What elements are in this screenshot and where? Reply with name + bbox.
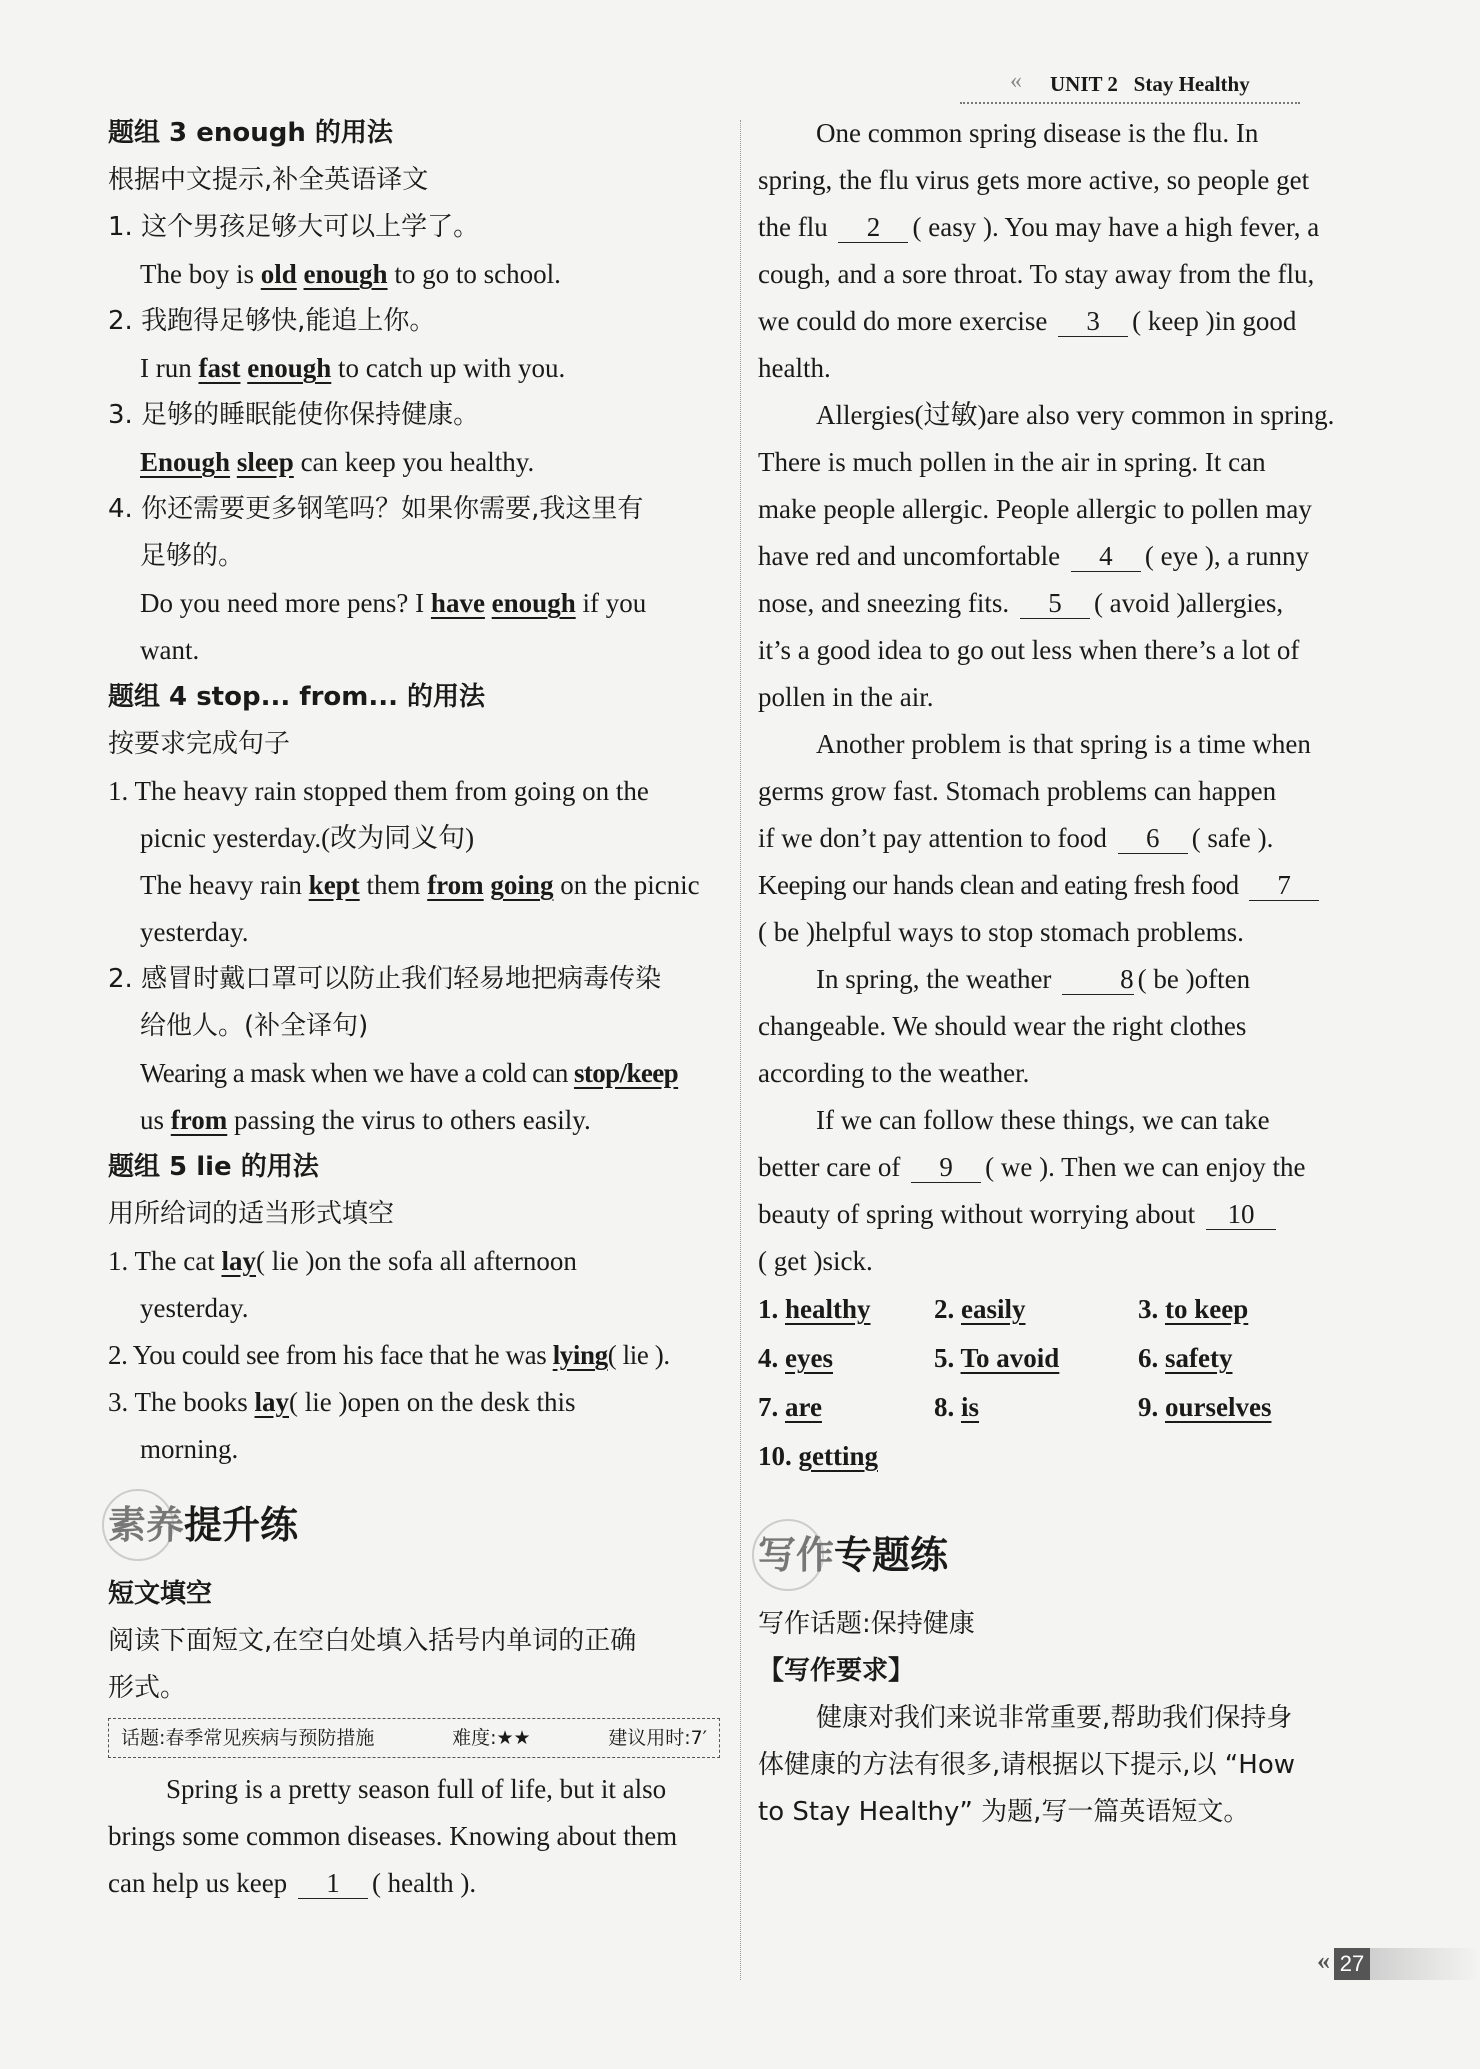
g5-q1: 1. The cat lay( lie )on the sofa all afternoon	[108, 1246, 577, 1276]
passage-line: pollen in the air.	[758, 682, 934, 712]
passage-line: One common spring disease is the flu. In	[816, 118, 1259, 148]
q3-english: Enough sleep can keep you healthy.	[140, 447, 535, 477]
right-column	[758, 110, 1370, 1836]
g4-q2-answer-cont: us from passing the virus to others easily.	[140, 1105, 591, 1135]
cloze-instruction: 阅读下面短文,在空白处填入括号内单词的正确	[108, 1626, 637, 1656]
blank-4: 4	[1071, 541, 1141, 572]
passage-line: There is much pollen in the air in spring. It can	[758, 447, 1266, 477]
group5-instruction: 用所给词的适当形式填空	[108, 1199, 395, 1229]
passage-line: changeable. We should wear the right clothes	[758, 1011, 1247, 1041]
writing-topic: 写作话题:保持健康	[758, 1609, 975, 1639]
passage-line: according to the weather.	[758, 1058, 1030, 1088]
answer-item: 3. to keep	[1138, 1294, 1249, 1324]
q4-english-cont: want.	[140, 635, 200, 665]
passage-line: it’s a good idea to go out less when there’s a lot of	[758, 635, 1300, 665]
passage-line: ( get )sick.	[758, 1246, 873, 1276]
q2-english: I run fast enough to catch up with you.	[140, 353, 566, 383]
g4-q1-line2: picnic yesterday.(改为同义句)	[140, 823, 475, 853]
answer-item: 1. healthy	[758, 1294, 871, 1324]
g5-q1-cont: yesterday.	[140, 1293, 249, 1323]
double-chevron-left-icon: «	[1317, 1946, 1330, 1975]
blank-10: 10	[1206, 1199, 1276, 1230]
g5-q3: 3. The books lay( lie )open on the desk this	[108, 1387, 576, 1417]
left-column	[108, 110, 720, 1907]
passage-line: have red and uncomfortable 4 ( eye ), a runny	[758, 541, 1310, 571]
group4-instruction: 按要求完成句子	[108, 729, 291, 759]
passage-line: Allergies(过敏)are also very common in spring.	[816, 400, 1335, 430]
passage-line: if we don’t pay attention to food 6 ( safe ).	[758, 823, 1274, 853]
g4-q2-answer: Wearing a mask when we have a cold can stop/keep	[140, 1058, 679, 1088]
column-divider	[740, 120, 741, 1980]
difficulty-label: 难度:★★	[452, 1727, 531, 1749]
g4-q1-answer: The heavy rain kept them from going on the picnic	[140, 870, 700, 900]
blank-8: 8	[1062, 964, 1134, 995]
page-number: 27	[1334, 1948, 1370, 1980]
blank-5: 5	[1020, 588, 1090, 619]
g4-q1-answer-cont: yesterday.	[140, 917, 249, 947]
passage-line: beauty of spring without worrying about 10	[758, 1191, 1370, 1238]
group4-title: 题组 4 stop... from... 的用法	[108, 682, 486, 712]
q2-chinese: 2. 我跑得足够快,能追上你。	[108, 306, 436, 336]
q1-english: The boy is old enough to go to school.	[140, 259, 561, 289]
page-number-bar	[1370, 1948, 1480, 1980]
g5-q3-cont: morning.	[140, 1434, 239, 1464]
answer-item: 7. are	[758, 1392, 822, 1422]
blank-9: 9	[911, 1152, 981, 1183]
writing-requirement: to Stay Healthy” 为题,写一篇英语短文。	[758, 1797, 1250, 1827]
answer-item: 6. safety	[1138, 1343, 1233, 1373]
answer-item: 9. ourselves	[1138, 1392, 1272, 1422]
g4-q1-line1: 1. The heavy rain stopped them from going on the	[108, 776, 649, 806]
passage-line: the flu 2 ( easy ). You may have a high fever, a	[758, 212, 1320, 242]
blank-6: 6	[1118, 823, 1188, 854]
group3-instruction: 根据中文提示,补全英语译文	[108, 165, 429, 195]
answer-item: 8. is	[934, 1392, 980, 1422]
q1-chinese: 1. 这个男孩足够大可以上学了。	[108, 212, 480, 242]
q4-chinese: 4. 你还需要更多钢笔吗？如果你需要,我这里有	[108, 494, 644, 524]
chevron-left-icon: «	[1010, 68, 1022, 94]
group3-title: 题组 3 enough 的用法	[108, 118, 393, 148]
passage-line: germs grow fast. Stomach problems can happen	[758, 776, 1277, 806]
passage-line: spring, the flu virus gets more active, so people get	[758, 165, 1310, 195]
time-label: 建议用时:7′	[608, 1727, 707, 1749]
header-dotted-rule	[960, 102, 1300, 104]
group5-title: 题组 5 lie 的用法	[108, 1152, 319, 1182]
topic-box	[108, 1718, 720, 1758]
writing-requirement: 体健康的方法有很多,请根据以下提示,以 “How	[758, 1750, 1295, 1780]
g4-q2-chinese-cont: 给他人。(补全译句)	[140, 1011, 369, 1041]
answer-item: 10. getting	[758, 1441, 878, 1471]
blank-3: 3	[1058, 306, 1128, 337]
running-header	[960, 70, 1380, 104]
answer-item: 2. easily	[934, 1294, 1026, 1324]
passage-line: better care of 9 ( we ). Then we can enjoy the	[758, 1152, 1306, 1182]
passage-line: Keeping our hands clean and eating fresh food 7	[758, 862, 1370, 909]
passage-line: Another problem is that spring is a time when	[816, 729, 1311, 759]
passage-line: In spring, the weather 8 ( be )often	[816, 964, 1251, 994]
blank-2: 2	[838, 212, 908, 243]
g4-q2-chinese: 2. 感冒时戴口罩可以防止我们轻易地把病毒传染	[108, 964, 662, 994]
blank-1: 1	[298, 1868, 368, 1899]
answer-item: 5. To avoid	[934, 1343, 1060, 1373]
header-title: UNIT 2 Stay Healthy	[1050, 72, 1250, 96]
passage-line: ( be )helpful ways to stop stomach problems.	[758, 917, 1244, 947]
writing-section-title: 写作专题练	[758, 1515, 1370, 1595]
q3-chinese: 3. 足够的睡眠能使你保持健康。	[108, 400, 480, 430]
passage-line: nose, and sneezing fits. 5 ( avoid )allergies,	[758, 588, 1284, 618]
q4-chinese-cont: 足够的。	[140, 541, 245, 571]
passage-line: health.	[758, 353, 831, 383]
blank-7: 7	[1249, 870, 1319, 901]
passage-line: cough, and a sore throat. To stay away from the flu,	[758, 259, 1315, 289]
suyang-section-title: 素养提升练	[108, 1485, 720, 1565]
cloze-instruction-cont: 形式。	[108, 1673, 187, 1703]
topic-label: 话题:春季常见疾病与预防措施	[121, 1727, 375, 1749]
writing-requirement: 健康对我们来说非常重要,帮助我们保持身	[816, 1703, 1293, 1733]
passage-line: make people allergic. People allergic to pollen may	[758, 494, 1312, 524]
passage-line: If we can follow these things, we can take	[816, 1105, 1270, 1135]
writing-requirement-label: 【写作要求】	[758, 1656, 915, 1686]
q4-english: Do you need more pens? I have enough if you	[140, 588, 647, 618]
passage-line: we could do more exercise 3 ( keep )in good	[758, 306, 1297, 336]
answer-key	[758, 1285, 1370, 1481]
cloze-line-2: brings some common diseases. Knowing about them	[108, 1821, 678, 1851]
cloze-subtitle: 短文填空	[108, 1579, 213, 1609]
cloze-line-3: can help us keep 1 ( health ).	[108, 1868, 477, 1898]
cloze-line-1: Spring is a pretty season full of life, but it also	[166, 1774, 667, 1804]
answer-item: 4. eyes	[758, 1343, 833, 1373]
g5-q2: 2. You could see from his face that he was lying( lie ).	[108, 1340, 670, 1370]
